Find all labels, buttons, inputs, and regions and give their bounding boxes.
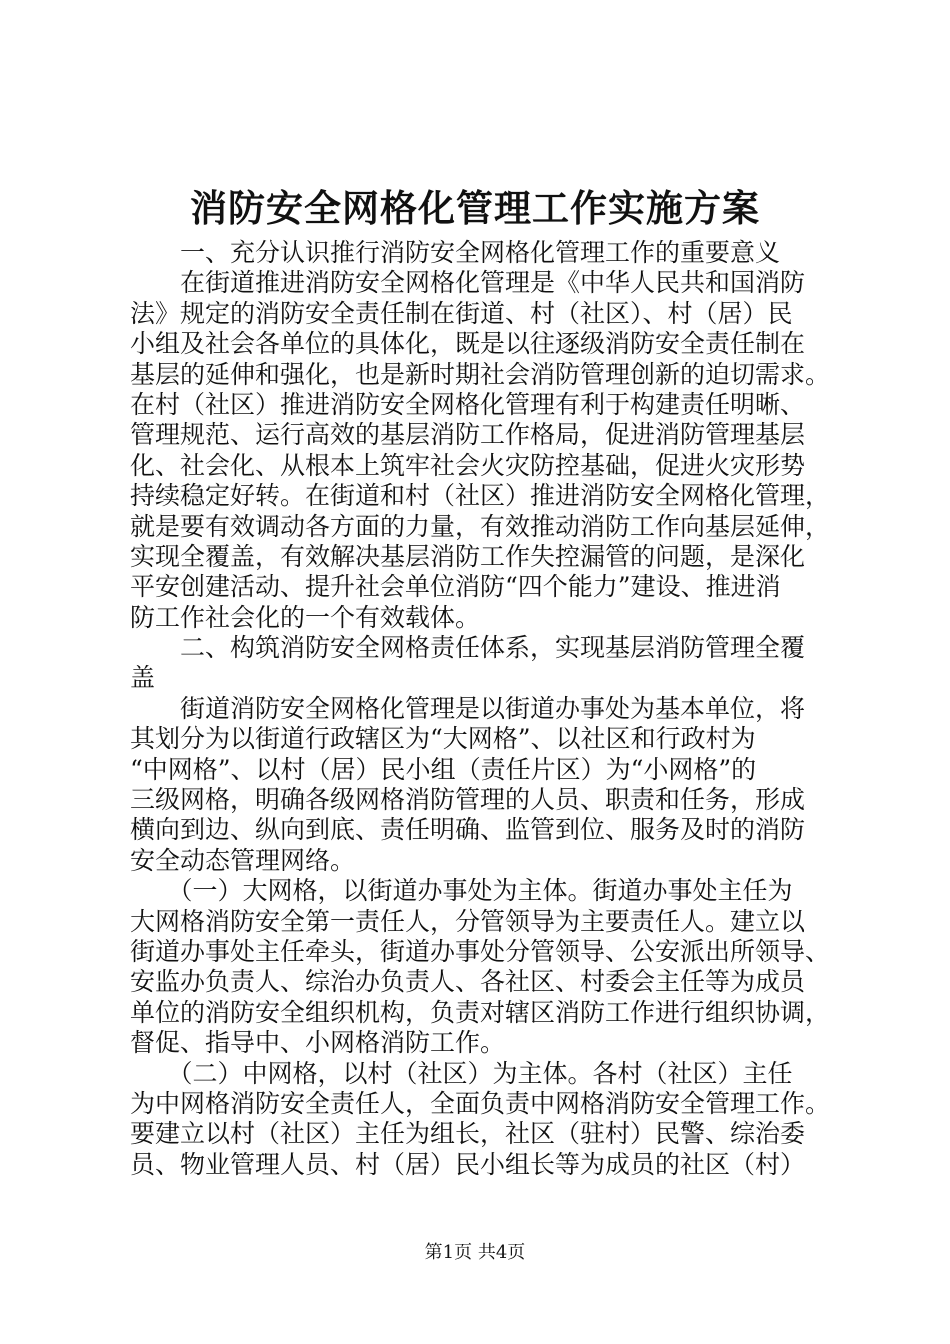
body-line: 管理规范、运行高效的基层消防工作格局，促进消防管理基层	[130, 420, 806, 450]
body-line: 持续稳定好转。在街道和村（社区）推进消防安全网格化管理，	[130, 481, 831, 511]
body-line: 一、充分认识推行消防安全网格化管理工作的重要意义	[130, 238, 781, 267]
body-line: 防工作社会化的一个有效载体。	[130, 602, 481, 632]
body-line: 员、物业管理人员、村（居）民小组长等为成员的社区（村）	[130, 1149, 806, 1179]
body-line: 平安创建活动、提升社会单位消防“四个能力”建设、推进消	[130, 572, 781, 602]
body-line: 街道消防安全网格化管理是以街道办事处为基本单位，将	[130, 693, 806, 723]
body-line: 三级网格，明确各级网格消防管理的人员、职责和任务，形成	[130, 785, 806, 815]
body-line: 安全动态管理网络。	[130, 845, 356, 875]
body-line: 小组及社会各单位的具体化，既是以往逐级消防安全责任制在	[130, 329, 806, 359]
body-line: 安监办负责人、综治办负责人、各社区、村委会主任等为成员	[130, 967, 806, 997]
body-line: 二、构筑消防安全网格责任体系，实现基层消防管理全覆	[130, 633, 806, 663]
body-line: 要建立以村（社区）主任为组长，社区（驻村）民警、综治委	[130, 1119, 806, 1149]
body-line: 化、社会化、从根本上筑牢社会火灾防控基础，促进火灾形势	[130, 450, 806, 480]
body-line: 大网格消防安全第一责任人，分管领导为主要责任人。建立以	[130, 906, 806, 936]
body-line: （一）大网格，以街道办事处为主体。街道办事处主任为	[130, 876, 793, 906]
body-line: （二）中网格，以村（社区）为主体。各村（社区）主任	[130, 1058, 793, 1088]
body-line: 实现全覆盖，有效解决基层消防工作失控漏管的问题，是深化	[130, 541, 806, 571]
body-line: 在村（社区）推进消防安全网格化管理有利于构建责任明晰、	[130, 389, 806, 419]
document-title: 消防安全网格化管理工作实施方案	[190, 186, 760, 230]
body-line: 为中网格消防安全责任人，全面负责中网格消防安全管理工作。	[130, 1088, 831, 1118]
document-body	[130, 238, 830, 1180]
body-line: 在街道推进消防安全网格化管理是《中华人民共和国消防	[130, 268, 806, 298]
body-line: 街道办事处主任牵头，街道办事处分管领导、公安派出所领导、	[130, 936, 831, 966]
body-line: 基层的延伸和强化，也是新时期社会消防管理创新的迫切需求。	[130, 359, 831, 389]
body-line: 其划分为以街道行政辖区为“大网格”、以社区和行政村为	[130, 724, 756, 754]
body-line: 就是要有效调动各方面的力量，有效推动消防工作向基层延伸，	[130, 511, 831, 541]
body-line: 横向到边、纵向到底、责任明确、监管到位、服务及时的消防	[130, 815, 806, 845]
body-line: 督促、指导中、小网格消防工作。	[130, 1028, 506, 1058]
page-footer: 第1页 共4页	[424, 1242, 526, 1263]
body-line: 法》规定的消防安全责任制在街道、村（社区）、村（居）民	[130, 298, 793, 328]
body-line: 盖	[130, 663, 156, 693]
body-line: “中网格”、以村（居）民小组（责任片区）为“小网格”的	[130, 754, 757, 784]
body-line: 单位的消防安全组织机构，负责对辖区消防工作进行组织协调，	[130, 997, 831, 1027]
